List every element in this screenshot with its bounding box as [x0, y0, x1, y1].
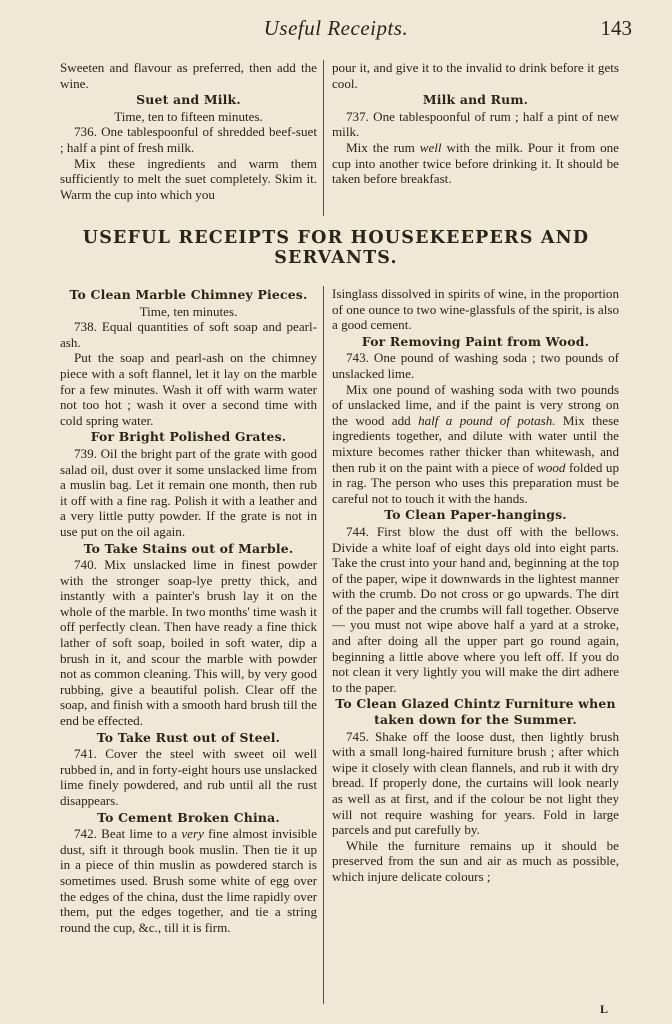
recipe-heading-suet-and-milk: Suet and Milk. [136, 92, 241, 108]
recipe-heading-rust: To Take Rust out of Steel. [96, 729, 281, 745]
column-divider [323, 286, 324, 1004]
paragraph: Sweeten and flavour as preferred, then add the wine. [60, 60, 317, 91]
recipe-737: 737. One tablespoonful of rum ; half a pint of new milk. [332, 108, 619, 140]
recipe-heading-china: To Cement Broken China. [97, 809, 280, 825]
recipe-time: Time, ten minutes. [139, 303, 238, 319]
italic-text: well [419, 139, 442, 155]
recipe-744: 744. First blow the dust off with the bellows. Divide a white loaf of eight days old into eight parts. Take the crust into your hand and, beginning at the top of the paper, wipe it downwards in the lightest manner with the crumb. Do not cross or go upwards. The dirt of the paper and the crumbs will fall together. Observe— you must not wipe above half a yard at a stroke, and after doing all the upper part go round again, beginning a little above where you left off. If you do not clean it very lightly you will make the dirt adhere to the paper. [332, 523, 619, 695]
text-run: with the milk. Pour it from one cup into another twice before drinking it. It should be taken before breakfast. [332, 139, 619, 187]
bottom-right-column [332, 286, 619, 885]
recipe-741: 741. Cover the steel with sweet oil well rubbed in, and in forty-eight hours use unslacked lime finely powdered, and rub until all the rust disappears. [60, 746, 317, 808]
recipe-heading-paper-hangings: To Clean Paper-hangings. [384, 507, 567, 523]
paragraph-isinglass: Isinglass dissolved in spirits of wine, in the proportion of one ounce to two wine-glassfuls of the spirit, is also a good cement. [332, 286, 619, 333]
recipe-737-method [332, 140, 619, 187]
recipe-745: 745. Shake off the loose dust, then lightly brush with a small long-haired furniture brush ; after which wipe it closely with clean flannels, and rub it with dry bread. If properly done, the curtains will look nearly as well as at first, and if the colour be not light they will not require washing for years. Fold in large parcels and put carefully by. [332, 728, 619, 838]
top-left-column [60, 60, 317, 202]
text-run: Mix these ingredients together, and dilute with water until the mixture becomes rather thicker than whitewash, and then rub it on the paint with a piece of [332, 412, 619, 475]
text-run: Mix one pound of washing soda with two pounds of unslacked lime, and if the paint is very strong on the wood add [332, 381, 619, 428]
recipe-738: 738. Equal quantities of soft soap and pearl-ash. [60, 319, 317, 350]
recipe-736-method: Mix these ingredients and warm them sufficiently to melt the suet completely. Skim it. Warm the cup into which you [60, 155, 317, 202]
recipe-743: 743. One pound of washing soda ; two pounds of unslacked lime. [332, 350, 619, 381]
section-title-line: SERVANTS. [274, 248, 398, 268]
section-title [40, 228, 632, 268]
recipe-heading-paint: For Removing Paint from Wood. [361, 333, 590, 349]
bottom-left-column [60, 286, 317, 935]
italic-text: very [181, 826, 204, 842]
section-title-line: USEFUL RECEIPTS FOR HOUSEKEEPERS AND [82, 228, 590, 248]
recipe-739: 739. Oil the bright part of the grate with good salad oil, dust over it some unslacked lime from a muslin bag. Let it remain one month, then rub it off with a fine rag. Polish it with a leather and a very little putty powder. If the grate is not in use put on the oil again. [60, 445, 317, 539]
page-number: 143 [600, 16, 632, 40]
recipe-heading-marble-stains: To Take Stains out of Marble. [83, 540, 294, 556]
recipe-740: 740. Mix unslacked lime in finest powder with the stronger soap-lye pretty thick, and instantly with a painter's brush lay it on the whole of the marble. In two months' time wash it off perfectly clean. Then have ready a fine thick lather of soft soap, boiled in soft water, dip a brush in it, and scour the marble with powder not as common cleaning. This will, by very good rubbing, give a beautiful polish. Clear off the soap, and finish with a smooth hard brush till the end be effected. [60, 557, 317, 729]
italic-text: half a pound of potash. [418, 412, 556, 428]
italic-text: wood [537, 459, 566, 475]
text-run: folded up in rag. The person who uses this preparation must be careful not to touch it with the hands. [332, 459, 619, 506]
signature-mark: L [600, 1002, 609, 1016]
recipe-time: Time, ten to fifteen minutes. [114, 108, 263, 124]
recipe-738-method: Put the soap and pearl-ash on the chimney piece with a soft flannel, let it lay on the marble for a few minutes. Wash it off with warm water not too hot ; wash it over a second time with cold spring water. [60, 350, 317, 428]
recipe-heading-marble-chimney: To Clean Marble Chimney Pieces. [69, 287, 308, 302]
recipe-743-method [332, 382, 619, 507]
recipe-heading-milk-and-rum: Milk and Rum. [422, 92, 529, 108]
paragraph-continued: pour it, and give it to the invalid to drink before it gets cool. [332, 60, 619, 91]
text-run: fine almost invisible dust, sift it through book muslin. Then tie it up in a piece of thin muslin as powdered starch is sometimes used. Brush some white of egg over the edges of the china, dust the lime rapidly over them, put the edges together, and tie a string round the cup, &c., till it is firm. [60, 826, 317, 935]
column-divider [323, 60, 324, 216]
top-right-column [332, 60, 619, 187]
recipe-742 [60, 826, 317, 935]
running-title: Useful Receipts. [263, 16, 409, 40]
text-run: Mix the rum [346, 139, 420, 155]
recipe-heading-grates: For Bright Polished Grates. [90, 429, 287, 445]
recipe-745-continued: While the furniture remains up it should be preserved from the sun and air as much as possible, which injure delicate colours ; [332, 837, 619, 884]
recipe-736: 736. One tablespoonful of shredded beef-suet ; half a pint of fresh milk. [60, 124, 317, 155]
recipe-heading-chintz: To Clean Glazed Chintz Furniture when taken down for the Summer. [335, 696, 616, 728]
page-header [0, 14, 672, 44]
text-run: 742. Beat lime to a [74, 826, 182, 842]
